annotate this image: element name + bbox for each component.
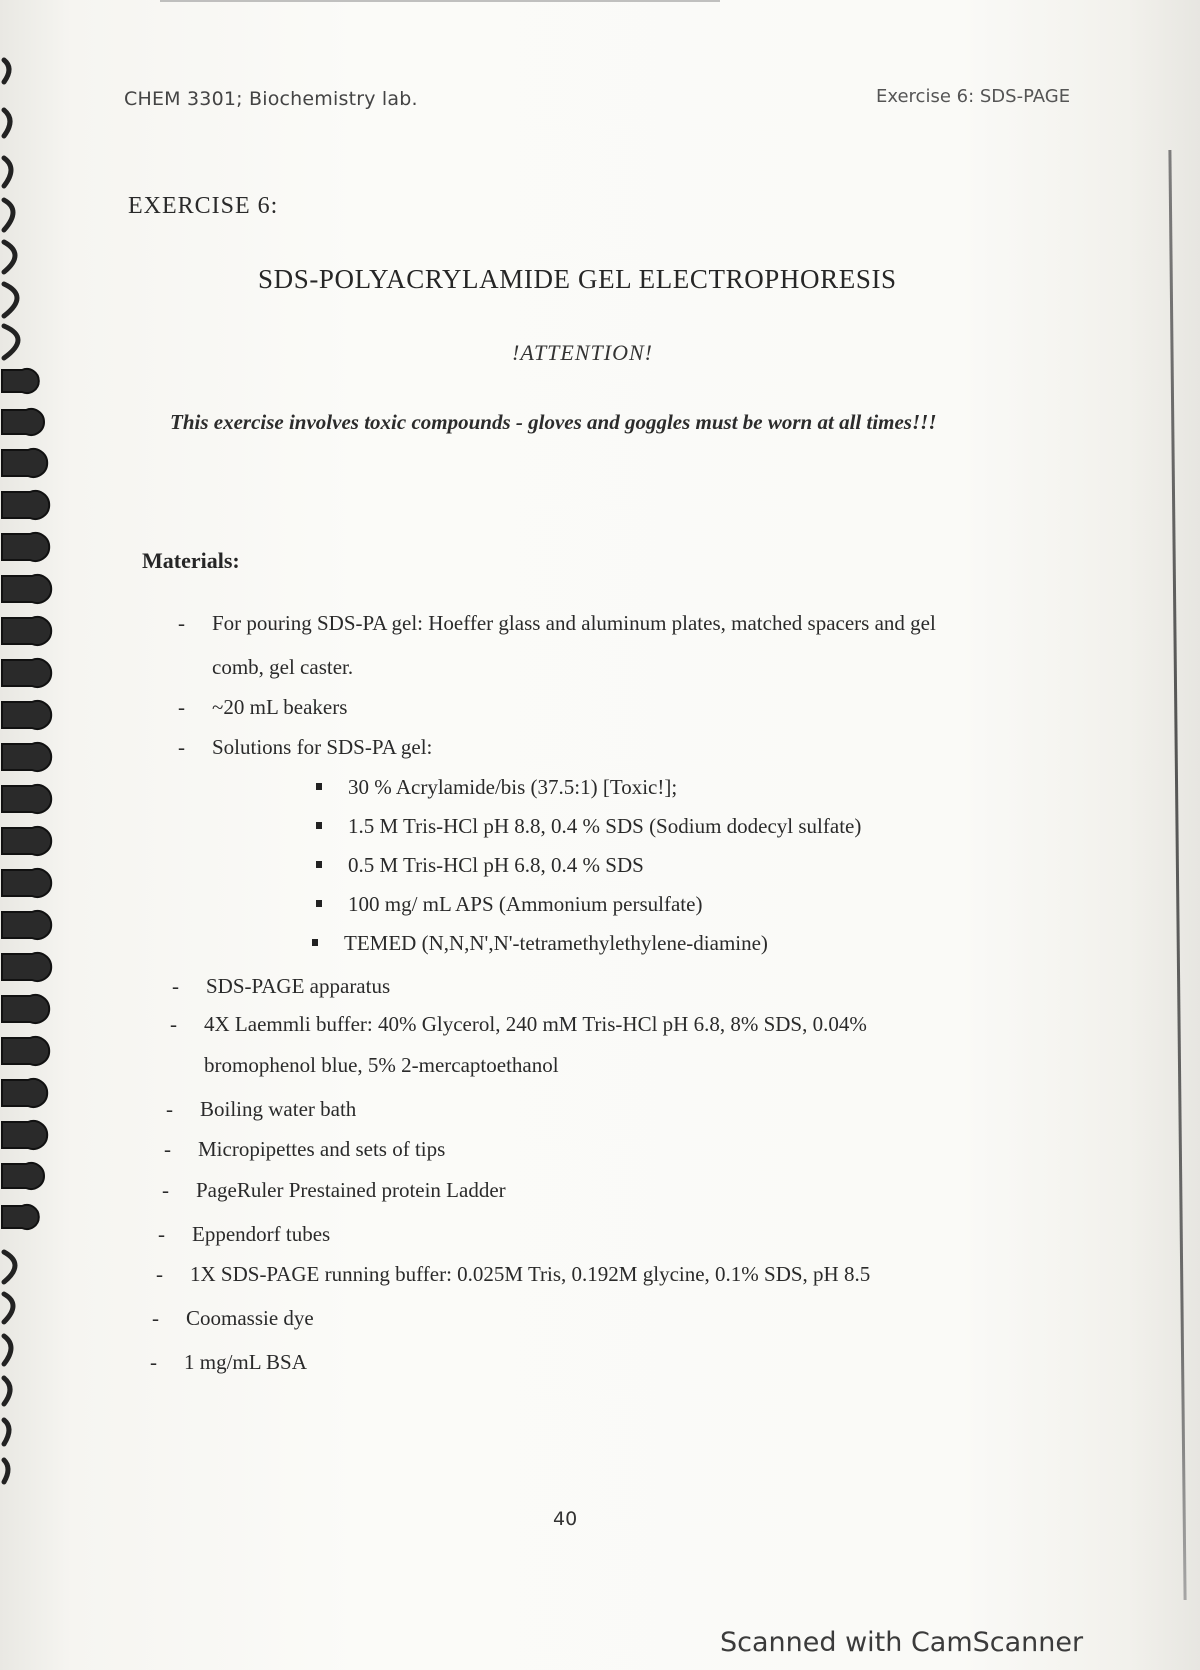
safety-warning: This exercise involves toxic compounds - gloves and goggles must be worn at all times!!!	[170, 410, 937, 434]
header-course: CHEM 3301; Biochemistry lab.	[124, 88, 418, 110]
list-dash: -	[166, 1097, 173, 1121]
list-item-text: SDS-PAGE apparatus	[206, 974, 391, 998]
page-title: SDS-POLYACRYLAMIDE GEL ELECTROPHORESIS	[258, 264, 897, 294]
list-item-text: 1X SDS-PAGE running buffer: 0.025M Tris, 0.192M glycine, 0.1% SDS, pH 8.5	[190, 1262, 871, 1286]
list-item-continuation: bromophenol blue, 5% 2-mercaptoethanol	[204, 1053, 559, 1077]
scanner-watermark: Scanned with CamScanner	[720, 1627, 1084, 1658]
sub-list-item-text: 30 % Acrylamide/bis (37.5:1) [Toxic!];	[348, 775, 678, 799]
spiral-binding	[0, 30, 80, 1510]
page-number: 40	[553, 1508, 578, 1530]
list-dash: -	[162, 1178, 169, 1202]
page-right-edge	[1168, 150, 1186, 1600]
list-dash: -	[172, 974, 179, 998]
list-item-text: PageRuler Prestained protein Ladder	[196, 1178, 506, 1202]
list-item-text: Micropipettes and sets of tips	[198, 1137, 446, 1161]
list-dash: -	[178, 695, 185, 719]
sub-list-item-text: TEMED (N,N,N',N'-tetramethylethylene-diamine)	[344, 931, 768, 955]
list-item-text: 1 mg/mL BSA	[184, 1350, 307, 1374]
square-bullet-icon	[316, 900, 322, 907]
materials-heading: Materials:	[142, 548, 240, 573]
sub-list-item-text: 100 mg/ mL APS (Ammonium persulfate)	[348, 892, 703, 916]
square-bullet-icon	[316, 783, 322, 790]
list-dash: -	[150, 1350, 157, 1374]
list-item-text: 4X Laemmli buffer: 40% Glycerol, 240 mM Tris-HCl pH 6.8, 8% SDS, 0.04%	[204, 1012, 867, 1036]
list-dash: -	[152, 1306, 159, 1330]
list-item-continuation: comb, gel caster.	[212, 655, 354, 679]
sub-list-item-text: 0.5 M Tris-HCl pH 6.8, 0.4 % SDS	[348, 853, 644, 877]
attention-heading: !ATTENTION!	[512, 340, 653, 365]
list-item-text: Eppendorf tubes	[192, 1222, 331, 1246]
list-dash: -	[156, 1262, 163, 1286]
list-item-text: Solutions for SDS-PA gel:	[212, 735, 433, 759]
sub-list-item-text: 1.5 M Tris-HCl pH 8.8, 0.4 % SDS (Sodium dodecyl sulfate)	[348, 814, 862, 838]
list-item-text: For pouring SDS-PA gel: Hoeffer glass and aluminum plates, matched spacers and gel	[212, 611, 936, 635]
list-dash: -	[158, 1222, 165, 1246]
list-dash: -	[178, 611, 185, 635]
list-dash: -	[164, 1137, 171, 1161]
square-bullet-icon	[312, 939, 318, 946]
list-item-text: Coomassie dye	[186, 1306, 314, 1330]
list-item-text: Boiling water bath	[200, 1097, 357, 1121]
header-exercise-ref: Exercise 6: SDS-PAGE	[876, 86, 1071, 107]
square-bullet-icon	[316, 861, 322, 868]
exercise-label: EXERCISE 6:	[128, 193, 279, 219]
list-item-text: ~20 mL beakers	[212, 695, 348, 719]
square-bullet-icon	[316, 822, 322, 829]
top-edge-line	[160, 0, 720, 2]
list-dash: -	[178, 735, 185, 759]
list-dash: -	[170, 1012, 177, 1036]
